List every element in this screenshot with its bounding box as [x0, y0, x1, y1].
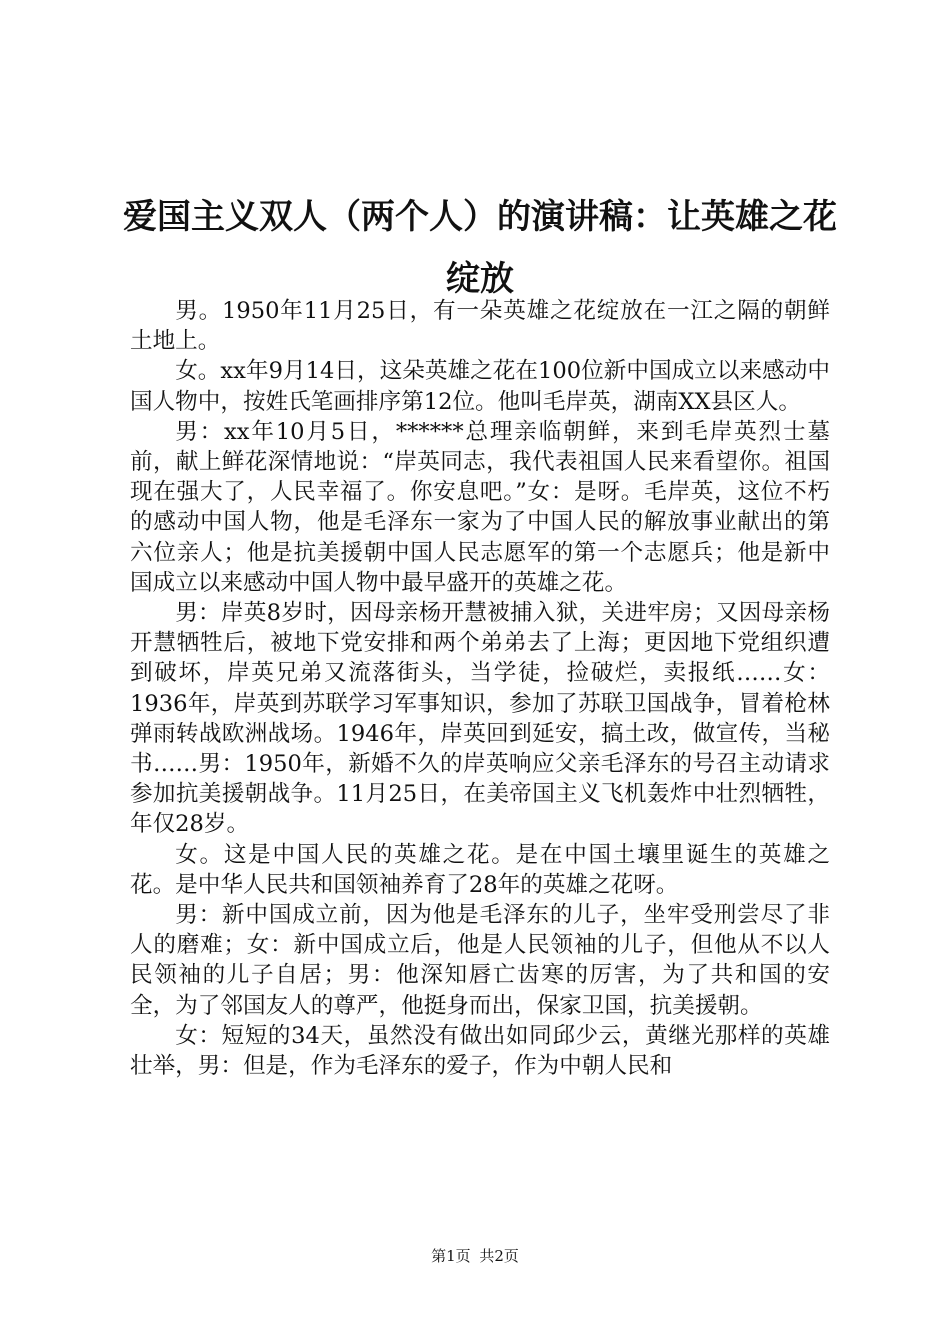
paragraph: 女。xx年9月14日，这朵英雄之花在100位新中国成立以来感动中国人物中，按姓氏笔画排序第12位。他叫毛岸英，湖南XX县区人。	[130, 358, 830, 415]
paragraph: 男。1950年11月25日，有一朵英雄之花绽放在一江之隔的朝鲜土地上。	[130, 298, 830, 355]
page-number: 第1页	[431, 1247, 471, 1265]
page-total: 共2页	[479, 1247, 519, 1265]
document-body	[130, 296, 830, 1081]
page-footer	[0, 1245, 950, 1266]
paragraph: 男：xx年10月5日，******总理亲临朝鲜，来到毛岸英烈士墓前，献上鲜花深情地说：“岸英同志，我代表祖国人民来看望你。祖国现在强大了，人民幸福了。你安息吧。”女：是呀。毛岸英，这位不朽的感动中国人物，他是毛泽东一家为了中国人民的解放事业献出的第六位亲人；他是抗美援朝中国人民志愿军的第一个志愿兵；他是新中国成立以来感动中国人物中最早盛开的英雄之花。	[130, 418, 830, 596]
paragraph: 女：短短的34天，虽然没有做出如同邱少云，黄继光那样的英雄壮举，男：但是，作为毛泽东的爱子，作为中朝人民和	[130, 1022, 830, 1080]
paragraph: 男：新中国成立前，因为他是毛泽东的儿子，坐牢受刑尝尽了非人的磨难；女：新中国成立后，他是人民领袖的儿子，但他从不以人民领袖的儿子自居；男：他深知唇亡齿寒的厉害，为了共和国的安全，为了邻国友人的尊严，他挺身而出，保家卫国，抗美援朝。	[130, 902, 830, 1019]
paragraph: 女。这是中国人民的英雄之花。是在中国土壤里诞生的英雄之花。是中华人民共和国领袖养育了28年的英雄之花呀。	[130, 841, 830, 898]
paragraph: 男：岸英8岁时，因母亲杨开慧被捕入狱，关进牢房；又因母亲杨开慧牺牲后，被地下党安排和两个弟弟去了上海；更因地下党组织遭到破坏，岸英兄弟又流落街头，当学徒，捡破烂，卖报纸……女：1936年，岸英到苏联学习军事知识，参加了苏联卫国战争，冒着枪林弹雨转战欧洲战场。1946年，岸英回到延安，搞土改，做宣传，当秘书……男：1950年，新婚不久的岸英响应父亲毛泽东的号召主动请求参加抗美援朝战争。11月25日，在美帝国主义飞机轰炸中壮烈牺牲，年仅28岁。	[130, 600, 830, 838]
document-title: 爱国主义双人（两个人）的演讲稿：让英雄之花绽放	[123, 197, 837, 299]
